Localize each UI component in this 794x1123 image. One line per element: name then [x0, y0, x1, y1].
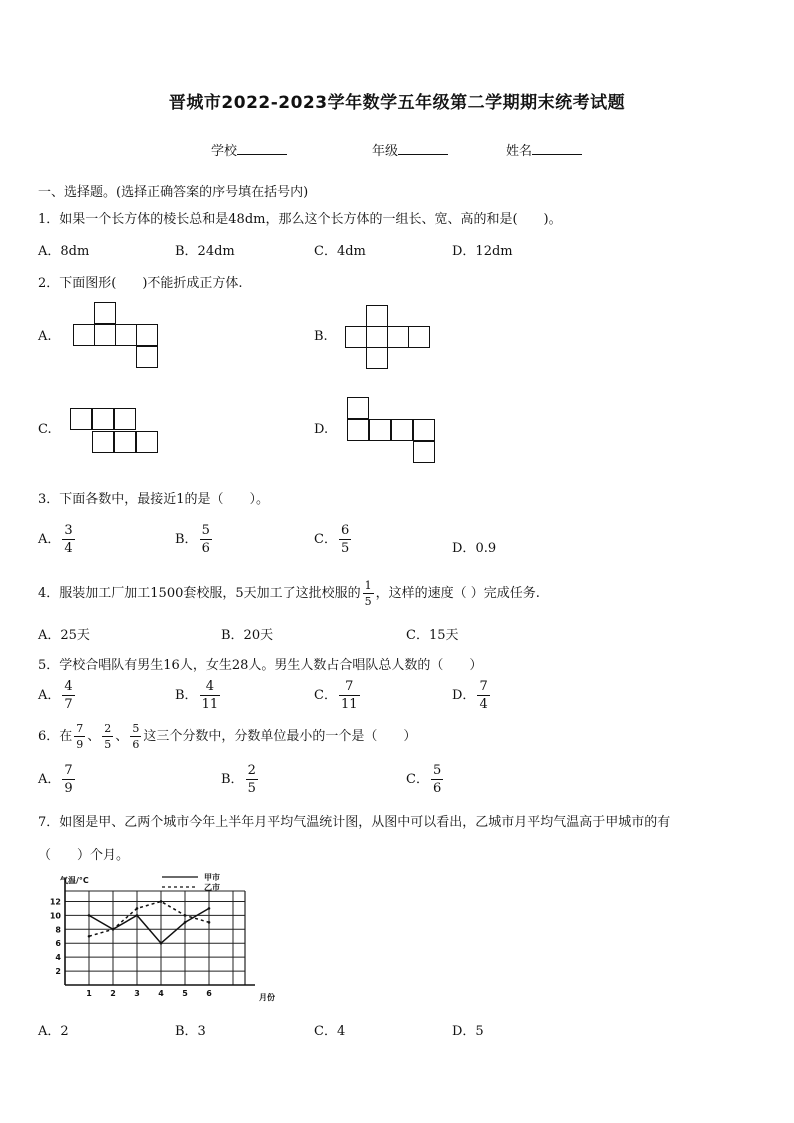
fraction: $\frac{1}{5}$ — [364, 579, 372, 608]
question-4-stem: 4．服装加工厂加工1500套校服，5天加工了这批校服的 $\frac{1}{5}$ ，这样的速度（ ）完成任务. — [38, 579, 540, 608]
q3-option-c[interactable]: C． $\frac{6}{5}$ — [314, 523, 350, 556]
fraction: $\frac{7}{4}$ — [479, 679, 488, 712]
question-7-stem-line1: 7．如图是甲、乙两个城市今年上半年月平均气温统计图，从图中可以看出，乙城市月平均气温高于甲城市的有 — [38, 815, 671, 830]
x-tick-label: 3 — [134, 989, 140, 998]
question-5-stem: 5．学校合唱队有男生16人，女生28人。男生人数占合唱队总人数的（ ） — [38, 658, 483, 673]
y-tick-label: 12 — [49, 897, 61, 907]
x-tick-label: 6 — [206, 989, 212, 998]
q7-option-d[interactable]: D．5 — [452, 1024, 484, 1039]
question-3-stem: 3．下面各数中，最接近1的是（ ）。 — [38, 492, 270, 507]
x-tick-label: 2 — [110, 989, 116, 998]
q1-option-c[interactable]: C．4dm — [314, 244, 366, 259]
name-field[interactable]: 姓名 — [506, 140, 582, 159]
question-2-stem: 2．下面图形( )不能折成正方体. — [38, 276, 243, 291]
fraction: $\frac{5}{6}$ — [132, 722, 140, 751]
q7-option-a[interactable]: A．2 — [38, 1024, 69, 1039]
q4-option-b[interactable]: B．20天 — [221, 628, 274, 643]
y-tick-label: 2 — [55, 967, 61, 977]
data-point — [88, 935, 91, 938]
temperature-line-chart — [38, 868, 288, 1010]
x-tick-label: 5 — [182, 989, 188, 998]
data-point — [208, 907, 211, 910]
q1-option-b[interactable]: B．24dm — [175, 244, 235, 259]
x-tick-label: 4 — [158, 989, 164, 998]
q5-option-c[interactable]: C． $\frac{7}{11}$ — [314, 679, 358, 712]
fraction: $\frac{2}{5}$ — [104, 722, 112, 751]
grade-field[interactable]: 年级 — [372, 140, 448, 159]
legend-label: 甲市 — [204, 873, 220, 882]
data-point — [160, 942, 163, 945]
y-axis-label: 气温/°C — [60, 876, 89, 885]
fraction: $\frac{7}{11}$ — [340, 679, 358, 712]
fraction: $\frac{7}{9}$ — [76, 722, 84, 751]
fraction: $\frac{3}{4}$ — [64, 523, 73, 556]
q5-option-d[interactable]: D． $\frac{7}{4}$ — [452, 679, 488, 712]
y-tick-label: 8 — [55, 925, 61, 935]
data-point — [160, 900, 163, 903]
fraction: $\frac{6}{5}$ — [340, 523, 350, 556]
data-point — [184, 914, 187, 917]
y-tick-label: 6 — [55, 939, 61, 949]
q5-option-b[interactable]: B． $\frac{4}{11}$ — [175, 679, 219, 712]
q1-option-a[interactable]: A．8dm — [38, 244, 90, 259]
q2-option-b[interactable]: B. — [314, 329, 328, 344]
question-7-stem-line2: （ ）个月。 — [38, 848, 130, 863]
q3-option-d[interactable]: D．0.9 — [452, 541, 497, 556]
data-point — [88, 914, 91, 917]
x-tick-label: 1 — [86, 989, 92, 998]
q7-option-b[interactable]: B．3 — [175, 1024, 206, 1039]
question-6-stem: 6．在 $\frac{7}{9}$ 、 $\frac{2}{5}$ 、 $\frac{5}{6}$ 这三个分数中，分数单位最小的一个是（ ） — [38, 722, 417, 751]
q7-option-c[interactable]: C．4 — [314, 1024, 346, 1039]
q2-option-d[interactable]: D. — [314, 422, 329, 437]
fraction: $\frac{7}{9}$ — [64, 763, 73, 796]
legend-label: 乙市 — [204, 883, 220, 892]
fraction: $\frac{4}{7}$ — [64, 679, 73, 712]
section-heading: 一、选择题。(选择正确答案的序号填在括号内) — [38, 185, 309, 200]
q6-option-b[interactable]: B． $\frac{2}{5}$ — [221, 763, 256, 796]
q6-option-a[interactable]: A． $\frac{7}{9}$ — [38, 763, 73, 796]
q3-option-b[interactable]: B． $\frac{5}{6}$ — [175, 523, 210, 556]
fraction: $\frac{5}{6}$ — [432, 763, 442, 796]
q4-option-a[interactable]: A．25天 — [38, 628, 90, 643]
data-point — [208, 921, 211, 924]
fraction: $\frac{4}{11}$ — [201, 679, 219, 712]
q1-option-d[interactable]: D．12dm — [452, 244, 513, 259]
q5-option-a[interactable]: A． $\frac{4}{7}$ — [38, 679, 73, 712]
fraction: $\frac{5}{6}$ — [201, 523, 210, 556]
school-field[interactable]: 学校 — [211, 140, 287, 159]
data-point — [112, 928, 115, 931]
data-point — [136, 914, 139, 917]
data-point — [136, 907, 139, 910]
x-axis-label: 月份 — [259, 993, 275, 1002]
series-line-1 — [89, 908, 209, 943]
page-title: 晋城市2022-2023学年数学五年级第二学期期末统考试题 — [168, 93, 626, 113]
q2-option-c[interactable]: C. — [38, 422, 52, 437]
data-point — [184, 921, 187, 924]
q3-option-a[interactable]: A． $\frac{3}{4}$ — [38, 523, 73, 556]
q6-option-c[interactable]: C． $\frac{5}{6}$ — [406, 763, 442, 796]
y-tick-label: 10 — [49, 911, 61, 921]
y-tick-label: 4 — [55, 953, 61, 963]
q4-option-c[interactable]: C．15天 — [406, 628, 459, 643]
question-1-stem: 1．如果一个长方体的棱长总和是48dm，那么这个长方体的一组长、宽、高的和是( )。 — [38, 212, 562, 227]
fraction: $\frac{2}{5}$ — [247, 763, 256, 796]
q2-option-a[interactable]: A. — [38, 329, 52, 344]
